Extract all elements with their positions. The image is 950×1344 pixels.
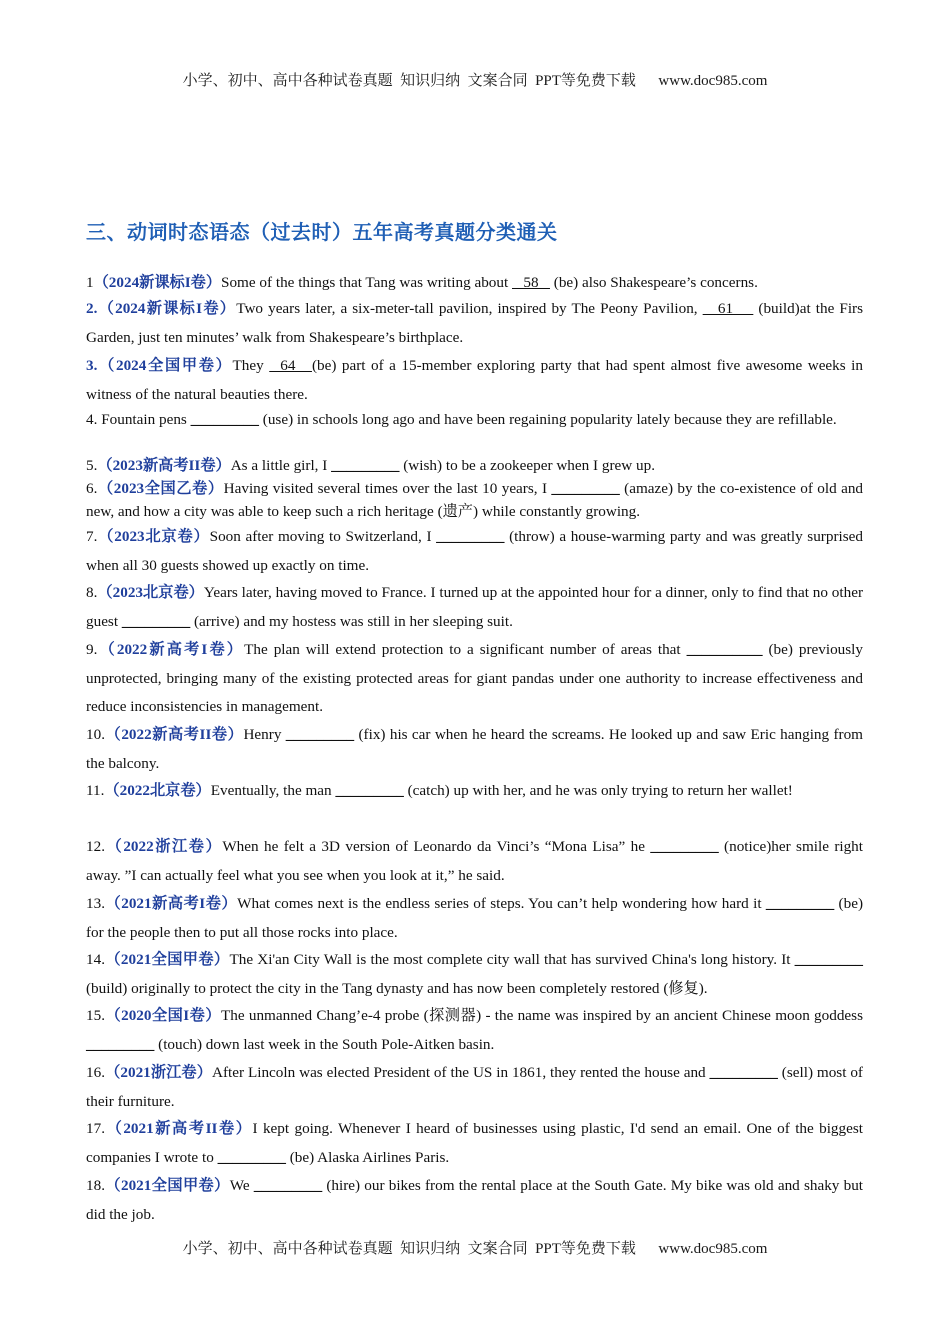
question-text-end: (build)at the Firs Garden, just ten minutes’ walk from Shakespeare’s birthplace.	[86, 300, 864, 346]
question-source: （2024新课标I卷）	[97, 300, 237, 317]
answer-blank: _________	[765, 895, 835, 912]
question-number: 7.	[86, 528, 98, 545]
question-text-end: (be) Alaska Airlines Paris.	[285, 1148, 450, 1166]
question-17	[86, 1115, 863, 1172]
question-13	[86, 890, 863, 947]
question-text: When he felt a 3D version of Leonardo da Vinci’s “Mona Lisa” he	[222, 838, 651, 855]
question-text: After Lincoln was elected President of the US in 1861, they rented the house and	[212, 1064, 710, 1081]
question-text: I kept going. Whenever I heard of businesses using plastic, I'd send an email. One of the biggest companies I wrote to	[86, 1120, 863, 1166]
question-source: （2022新高考II卷）	[104, 726, 244, 743]
answer-blank: __________	[686, 641, 763, 658]
question-source: （2023北京卷）	[97, 528, 210, 545]
question-source: （2022新高考I卷）	[97, 641, 245, 658]
question-number: 11.	[86, 782, 105, 799]
question-number: 6.	[86, 480, 98, 497]
question-number: 4.	[86, 411, 98, 428]
question-text-end: (arrive) and my hostess was still in her sleeping suit.	[190, 612, 513, 630]
question-number: 2.	[86, 300, 98, 317]
answer-blank: _________	[121, 612, 191, 630]
question-text: The unmanned Chang’e-4 probe (探测器) - the name was inspired by an ancient Chinese moon goddess	[220, 1007, 863, 1024]
question-text-end: (touch) down last week in the South Pole-Aitken basin.	[154, 1035, 495, 1053]
question-18	[86, 1172, 863, 1229]
question-1	[86, 271, 863, 294]
question-source: （2021全国甲卷）	[104, 951, 230, 968]
question-text: We	[229, 1177, 254, 1194]
answer-blank: _________	[709, 1064, 778, 1081]
question-text-end: (be) part of a 15-member exploring party that had spent almost five awesome weeks in witness of the natural beauties there.	[86, 357, 863, 403]
question-number: 14.	[86, 951, 105, 968]
question-source: （2022浙江卷）	[104, 838, 223, 855]
question-number: 8.	[86, 584, 98, 601]
question-number: 3.	[86, 357, 98, 374]
question-text-end: (sell) most of their furniture.	[86, 1064, 863, 1110]
answer-blank: 64	[269, 357, 312, 374]
question-text: As a little girl, I	[230, 457, 332, 474]
question-text-end: (amaze) by the co-existence of old and new, and how a city was able to keep such a rich heritage (遗产) while constantly growing.	[86, 480, 864, 520]
question-6	[86, 477, 863, 523]
question-text: Some of the things that Tang was writing about	[221, 274, 512, 291]
answer-blank: _________	[253, 1177, 323, 1194]
question-text-end: (be) for the people then to put all those rocks into place.	[86, 895, 863, 941]
question-number: 12.	[86, 838, 105, 855]
question-text-end: (build) originally to protect the city in the Tang dynasty and has now been completely restored (修复).	[86, 979, 708, 997]
answer-blank: _________	[794, 951, 864, 968]
question-source: （2021新高考I卷）	[104, 895, 238, 912]
question-10	[86, 721, 863, 778]
question-number: 15.	[86, 1007, 105, 1024]
question-4	[86, 408, 863, 431]
question-7	[86, 523, 863, 580]
question-source: （2021浙江卷）	[104, 1064, 213, 1081]
question-text-end: (hire) our bikes from the rental place at the South Gate. My bike was old and shaky but did the job.	[86, 1177, 864, 1223]
question-text-end: (wish) to be a zookeeper when I grew up.	[399, 457, 656, 474]
page-footer: 小学、初中、高中各种试卷真题 知识归纳 文案合同 PPT等免费下载 www.doc985.com	[182, 1241, 768, 1257]
question-text: What comes next is the endless series of steps. You can’t help wondering how hard it	[237, 895, 766, 912]
page-header: 小学、初中、高中各种试卷真题 知识归纳 文案合同 PPT等免费下载 www.doc985.com	[182, 73, 768, 89]
question-number: 1	[86, 274, 94, 291]
question-16	[86, 1059, 863, 1116]
question-8	[86, 579, 863, 636]
question-source: （2024全国甲卷）	[97, 357, 233, 374]
answer-blank: _________	[86, 1035, 155, 1053]
answer-blank: _________	[650, 838, 719, 855]
question-source: （2023北京卷）	[97, 584, 204, 601]
question-number: 18.	[86, 1177, 105, 1194]
question-text-end: (catch) up with her, and he was only trying to return her wallet!	[403, 782, 793, 799]
question-text-end: (throw) a house-warming party and was greatly surprised when all 30 guests showed up exactly on time.	[86, 528, 863, 574]
question-number: 10.	[86, 726, 105, 743]
question-9	[86, 636, 863, 722]
question-text-end: (be) also Shakespeare’s concerns.	[549, 274, 758, 291]
question-source: （2021全国甲卷）	[104, 1177, 230, 1194]
question-2	[86, 295, 863, 352]
question-text: Henry	[243, 726, 286, 743]
question-text: The plan will extend protection to a significant number of areas that	[244, 641, 687, 658]
question-text: Eventually, the man	[210, 782, 336, 799]
question-text: Years later, having moved to France. I turned up at the appointed hour for a dinner, only to find that no other guest	[86, 584, 863, 630]
question-text: Soon after moving to Switzerland, I	[209, 528, 437, 545]
question-text-end: (fix) his car when he heard the screams. He looked up and saw Eric hanging from the balcony.	[86, 726, 863, 772]
answer-blank: 61	[702, 300, 754, 317]
question-text: Fountain pens	[101, 411, 191, 428]
question-number: 17.	[86, 1120, 105, 1137]
answer-blank: _________	[436, 528, 505, 545]
answer-blank: _________	[217, 1148, 286, 1166]
answer-blank: 58	[512, 274, 550, 291]
question-source: （2023全国乙卷）	[97, 480, 224, 497]
question-source: （2022北京卷）	[104, 782, 211, 799]
question-12	[86, 833, 863, 890]
question-text: Having visited several times over the last 10 years, I	[223, 480, 552, 497]
question-number: 5.	[86, 457, 98, 474]
question-11	[86, 777, 863, 806]
answer-blank: _________	[551, 480, 620, 497]
question-text: The Xi'an City Wall is the most complete city wall that has survived China's long history. It	[229, 951, 795, 968]
question-number: 9.	[86, 641, 98, 658]
question-source: （2023新高考II卷）	[97, 457, 231, 474]
question-text-end: (use) in schools long ago and have been regaining popularity lately because they are refillable.	[258, 411, 837, 428]
question-source: （2020全国I卷）	[104, 1007, 221, 1024]
question-text-end: (notice)her smile right away. ”I can actually feel what you see when you look at it,” he said.	[86, 838, 863, 884]
question-source: （2021新高考II卷）	[104, 1120, 253, 1137]
question-text-end: (be) previously unprotected, bringing many of the existing protected areas for giant pandas under one authority to increase effectiveness and reduce inconsistencies in management.	[86, 641, 863, 715]
question-text: Two years later, a six-meter-tall pavilion, inspired by The Peony Pavilion,	[236, 300, 703, 317]
answer-blank: _________	[285, 726, 355, 743]
question-15	[86, 1002, 863, 1059]
question-3	[86, 352, 863, 409]
section-title: 三、动词时态语态（过去时）五年高考真题分类通关	[86, 220, 558, 244]
question-5	[86, 454, 863, 477]
question-14	[86, 946, 863, 1003]
answer-blank: _________	[335, 782, 404, 799]
question-source: （2024新课标I卷）	[93, 274, 222, 291]
answer-blank: _________	[190, 411, 259, 428]
question-number: 13.	[86, 895, 105, 912]
question-number: 16.	[86, 1064, 105, 1081]
answer-blank: _________	[331, 457, 400, 474]
question-text: They	[232, 357, 270, 374]
